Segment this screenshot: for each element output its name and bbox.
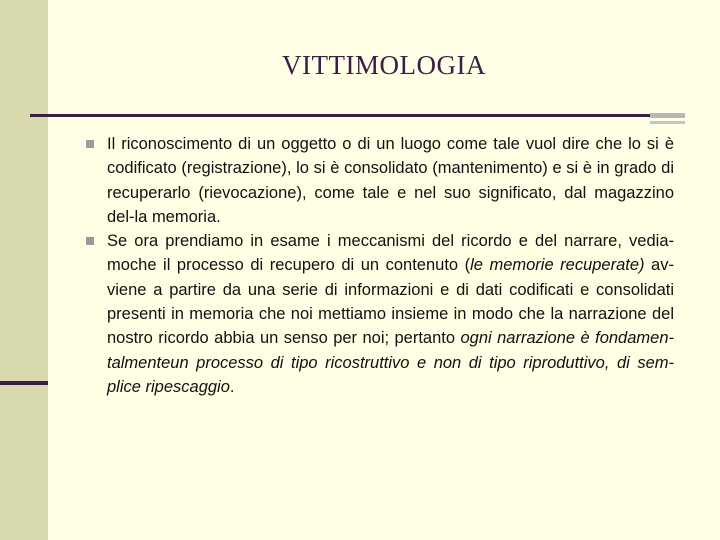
square-bullet-icon	[86, 140, 94, 148]
slide-title: VITTIMOLOGIA	[282, 50, 486, 80]
bullet-text-part: Se ora prendiamo in esame i meccanismi del ricordo e del narrare, vedia-moche il processo di recupero di un contenuto (	[107, 232, 674, 275]
bullet-text-italic: ogni narrazione è fondamen-talmenteun processo di tipo ricostruttivo e non di tipo riproduttivo, di sem-plice ripescaggio	[107, 329, 674, 396]
left-decorative-band	[0, 0, 48, 540]
title-divider	[30, 114, 670, 117]
bullet-list	[84, 132, 674, 399]
bullet-item	[84, 132, 674, 229]
square-bullet-icon	[86, 237, 94, 245]
bullet-text: Il riconoscimento di un oggetto o di un luogo come tale vuol dire che lo si è codificato (registrazione), lo si è consolidato (mantenimento) e si è in grado di recuperarlo (rievocazione), come tale e nel suo significato, dal magazzino del-la memoria.	[107, 135, 674, 226]
title-divider-accent	[650, 113, 685, 118]
left-accent-rule	[0, 381, 48, 385]
bullet-text-italic: le memorie recuperate)	[470, 256, 645, 275]
bullet-text-part: av-viene a partire da una serie di informazioni e di dati codificati e consolidati presenti in memoria che noi mettiamo insieme in modo che la narrazione del nostro ricordo abbia un senso per noi; pertanto	[107, 256, 674, 348]
bullet-text-part: .	[229, 377, 235, 396]
bullet-item	[84, 229, 674, 399]
title-divider-shadow	[650, 121, 685, 124]
